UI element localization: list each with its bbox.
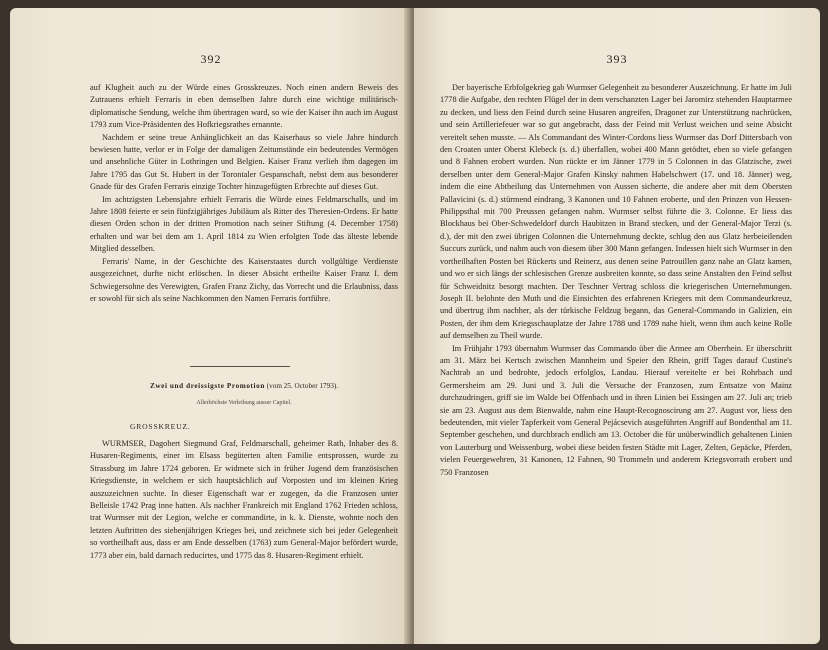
promotion-note: Allerhöchste Verleihung ausser Capitel. (196, 400, 292, 406)
entry-paragraph: WURMSER, Dagobert Siegmund Graf, Feldmarschall, geheimer Rath, Inhaber des 8. Husaren-Regiments, einer im Elsass begüterten alten Familie entsprossen, wurde zu Strassburg im Jahre 1724 geboren. Er widmete sich in früher Jugend dem französischen Kriegsdienste, in welchem er sich hauptsächlich auf Vorposten und im kleinen Krieg auszuzeichnen suchte. In dieser Eigenschaft war er zugegen, da die Franzosen unter Belleisle 1742 Prag inne hatten. Als nachher Frankreich mit England 1762 Frieden schloss, trat Wurmser mit der Legion, welche er commandirte, in k. k. Dienste, wohnte noch den letzten Auftritten des siebenjährigen Krieges bei, und zeichnete sich bei jeder Gelegenheit so vortheilhaft aus, dass er am Ende desselben (1763) zum General-Major befördert wurde, 1773 aber ein, bald darnach reducirtes, und 1775 das 8. Husaren-Regiment erhielt. (90, 439, 398, 560)
right-page (414, 8, 820, 644)
promotion-heading (90, 382, 398, 390)
promotion-title: Zwei und dreissigste Promotion (149, 382, 265, 390)
left-entry-text (90, 438, 398, 562)
paragraph: auf Klugheit auch zu der Würde eines Grosskreuzes. Noch einen andern Beweis des Zutrauens erhielt Ferraris in eben demselben Jahre durch eine wichtige militärisch-diplomatische Sendung, welche ihm übertragen ward, so wie der Kaiser ihn auch im August 1793 zum Vice-Präsidenten des Hofkriegsrathes ernannte. (90, 83, 398, 130)
section-divider (190, 366, 290, 367)
section-title: GROSSKREUZ. (130, 422, 191, 431)
left-page (10, 8, 412, 644)
right-body-text (440, 82, 792, 479)
paragraph: Der bayerische Erbfolgekrieg gab Wurmser Gelegenheit zu besonderer Auszeichnung. Er hatte im Juli 1778 die Aufgabe, den rechten Flügel der in dem verschanzten Lager bei Jaromirz stehenden Hauptarmee zu decken, und liess den Feind durch seine Husaren angreifen, Dragoner zur Unterstützung nachrücken, und sein Artilleriefeuer war so gut angebracht, dass der Feind mit Verlust weichen und seine Absicht vereitelt sehen musste. — Als Commandant des Winter-Cordons liess Wurmser das Dorf Dittersbach von den Croaten unter Oberst Klebeck (s. d.) überfallen, wobei 400 Mann getödtet, eben so viele gefangen und 8 Fahnen erobert wurden. Nun rückte er im Jänner 1779 in 5 Colonnen in das Glatzische, zwei derselben unter dem General-Major Grafen Kinsky nahmen Habelschwert (17. und 18. Jänner) weg, indem die eine Abtheilung das Unternehmen von Aussen sicherte, die andere aber mit dem Obersten Pallavicini (s. d.) stürmend eindrang, 3 Kanonen und 10 Fahnen eroberte, und den Prinzen von Hessen-Philippsthal mit 700 Preussen gefangen nahm. Wurmser selbst führte die 3. Colonne. Er liess das Blockhaus bei Ober-Schwedeldorf durch Haubitzen in Brand stecken, und der General-Major Terzi (s. d.), der mit den zwei übrigen Colonnen die Unternehmung deckte, schlug den aus Glatz herbeieilenden Succurs zurück, und nahm auch von diesem über 300 Mann gefangen. Indessen hielt sich Wurmser in den vortheilhaften Posten bei Rückerts und Reinerz, aus denen seine Patrouillen ganz nahe an Glatz kamen, und wo er sich längs der schlesischen Grenze ausbreiten konnte, so dass seine Anstalten den Feind selbst für Schweidnitz besorgt machten. Der Teschner Vertrag schloss die kriegerischen Unternehmungen. Joseph II. belohnte den Muth und die Einsichten des erfahrenen Kriegers mit dem Commandeurkreuz, und übertrug ihm nachher, als der türkische Feldzug begann, das General-Commando in Galizien, ein Posten, der ihm dem Kriegsschauplatze der Jahre 1788 und 1789 nahe hielt, wenn ihm auch keine Rolle auf demselben zu Theil wurde. (440, 83, 792, 341)
paragraph: Nachdem er seine treue Anhänglichkeit an das Kaiserhaus so viele Jahre hindurch bewiesen hatte, verlor er in Folge der damaligen Zeitumstände ein bedeutendes Vermögen und ansehnliche Güter in Lothringen und Belgien. Kaiser Franz verlieh ihm dagegen im Jahre 1795 das Gut St. Hubert in der Torontaler Gespanschaft, nebst dem aus besonderer Gnade für des Grafen Ferraris einzige Tochter hinzugefügten Erbrechte auf dieses Gut. (90, 132, 398, 192)
paragraph: Ferraris' Name, in der Geschichte des Kaiserstaates durch vollgültige Verdienste ausgezeichnet, durfte nicht erlöschen. In dieser Absicht ertheilte Kaiser Franz I. dem Schwiegersohne des Verewigten, Grafen Franz Zichy, das Vorrecht und die Erlaubniss, dass er sowohl für sich als seine Nachkommen den Namen Ferraris fortführe. (90, 256, 398, 303)
paragraph: Im achtzigsten Lebensjahre erhielt Ferraris die Würde eines Feldmarschalls, und im Jahre 1808 feierte er sein fünfzigjähriges Jubiläum als Ritter des Theresien-Ordens. Er hatte diesen Orden schon in der dritten Promotion nach seiner Stiftung (4. December 1758) erhalten und war bei dem am 1. April 1814 zu Wien erfolgten Tode das älteste lebende Mitglied desselben. (90, 194, 398, 254)
left-body-text (90, 82, 398, 305)
page-number-right: 393 (606, 52, 628, 66)
paragraph: Im Frühjahr 1793 übernahm Wurmser das Commando über die Armee am Oberrhein. Er überschritt am 31. März bei Kertsch zwischen Mannheim und Speier den Rhein, griff Tages darauf Custine's Nachtrab an und bedrohte, jedoch erfolglos, Landau. Hierauf vereitelte er bei Rohrbach und Germersheim am 29. Juni und 3. Juli die Versuche der Franzosen, zum Entsatze von Mainz durchzudringen, griff sie im Walde bei Offenbach und in ihren Linien bei Essingen am 27. Juli an; trieb sie am 23. August aus dem Bienwalde, nahm eine Haupt-Recognoscirung am 27. August vor, liess den bedeutenden, mit vieler Tapferkeit vom General Pejácsevich ausgeführten Angriff auf Bondenthal am 11. September geschehen, und durchbrach endlich am 13. October die für unüberwindlich gehaltenen Linien von Lauterburg und Weissenburg, wobei diese beiden festen Städte mit Lager, Zelten, Gepäcke, Pferden, vielen Feuergewehren, 31 Kanonen, 12 Fahnen, 90 Trommeln und anderem Kriegsvorrath erobert und 750 Franzosen (440, 343, 792, 477)
promotion-date: (vom 25. October 1793). (266, 382, 339, 390)
page-number-left: 392 (200, 52, 222, 66)
